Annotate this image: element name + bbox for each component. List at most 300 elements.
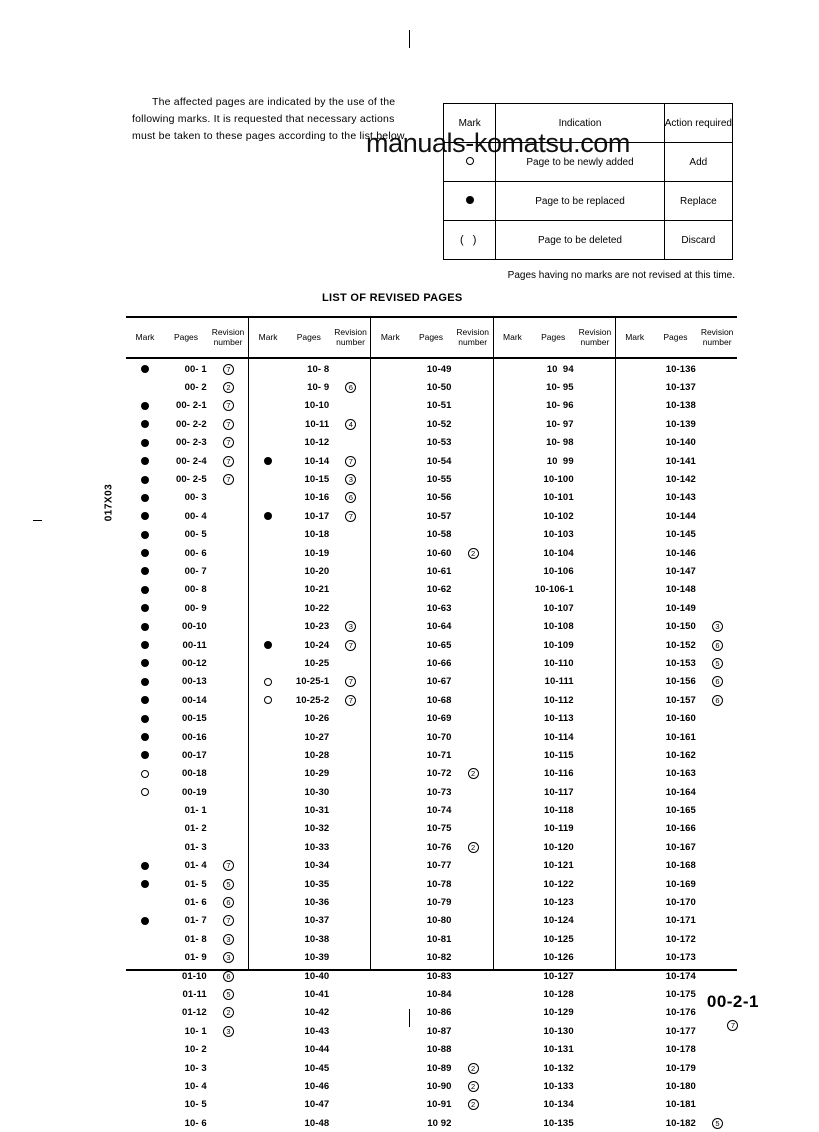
open-circle-icon	[264, 678, 272, 686]
column-header-pages: Pages	[296, 331, 321, 342]
row-page-number: 01- 3	[184, 841, 207, 853]
column-rows	[371, 360, 492, 1132]
row-page-number: 10-100	[543, 474, 574, 486]
table-row	[371, 820, 492, 838]
row-revision-number	[331, 621, 370, 632]
table-row	[249, 452, 370, 470]
row-page-number: 10-16	[304, 492, 330, 504]
revision-circle: 7	[223, 860, 234, 871]
table-row	[494, 581, 615, 599]
table-row	[616, 1114, 737, 1132]
row-page-number: 00- 2-2	[175, 418, 207, 430]
row-page-number: 10-119	[544, 823, 574, 835]
row-page-number: 10-147	[665, 565, 696, 577]
table-row	[616, 1040, 737, 1058]
revision-circle: 5	[223, 879, 234, 890]
table-row	[249, 893, 370, 911]
row-page-number: 10-107	[543, 602, 574, 614]
legend-header-row	[444, 104, 733, 143]
table-row	[371, 857, 492, 875]
row-page-number: 00-19	[181, 786, 207, 798]
row-page-number: 00-18	[181, 768, 207, 780]
table-row	[616, 599, 737, 617]
row-page-number: 10 92	[427, 1117, 452, 1129]
table-row	[249, 1059, 370, 1077]
table-row	[126, 1040, 248, 1058]
row-page-number: 10-111	[544, 676, 574, 688]
table-row	[494, 507, 615, 525]
row-page-number: 10-44	[304, 1044, 330, 1056]
row-page-number: 10-118	[544, 805, 574, 817]
filled-circle-icon	[141, 715, 149, 723]
table-row	[371, 912, 492, 930]
row-page-number: 10-38	[304, 933, 330, 945]
row-page-number: 10-115	[544, 749, 574, 761]
table-row	[249, 691, 370, 709]
table-row	[249, 857, 370, 875]
open-circle-icon	[466, 157, 474, 165]
row-page-number: 10-12	[304, 437, 330, 449]
row-mark	[249, 512, 286, 520]
legend-mark-cell	[444, 221, 496, 260]
page-title: LIST OF REVISED PAGES	[322, 292, 463, 304]
row-page-number: 10-37	[304, 915, 330, 927]
row-page-number: 00-10	[181, 621, 207, 633]
row-page-number: 10-60	[426, 547, 452, 559]
filled-circle-icon	[141, 604, 149, 612]
table-row	[249, 636, 370, 654]
table-row	[249, 544, 370, 562]
row-page-number: 00-15	[181, 713, 207, 725]
row-page-number: 10-165	[665, 805, 696, 817]
row-page-number: 10-48	[304, 1117, 330, 1129]
table-row	[494, 526, 615, 544]
table-row	[249, 507, 370, 525]
row-page-number: 00- 2-1	[175, 400, 207, 412]
row-page-number: 10-57	[426, 510, 452, 522]
table-row	[616, 1059, 737, 1077]
table-row	[494, 912, 615, 930]
filled-circle-icon	[141, 917, 149, 925]
row-mark	[126, 476, 163, 484]
table-row	[371, 544, 492, 562]
column-rows	[249, 360, 370, 1132]
table-row	[371, 470, 492, 488]
table-row	[249, 765, 370, 783]
row-page-number: 10-53	[426, 437, 452, 449]
table-row	[126, 875, 248, 893]
row-page-number: 00- 4	[184, 510, 207, 522]
row-page-number: 10-22	[304, 602, 330, 614]
row-page-number: 10-25	[304, 657, 330, 669]
row-revision-number	[454, 1099, 493, 1110]
row-page-number: 10-145	[665, 529, 696, 541]
table-row	[494, 673, 615, 691]
row-page-number: 10-132	[543, 1062, 574, 1074]
revision-circle: 6	[712, 640, 723, 651]
table-row	[616, 415, 737, 433]
legend-indication-cell: Page to be newly added	[496, 143, 664, 182]
row-page-number: 10-162	[665, 749, 696, 761]
revision-circle: 3	[345, 621, 356, 632]
row-page-number: 10-40	[304, 970, 330, 982]
table-row	[616, 691, 737, 709]
column-header	[371, 316, 492, 357]
column-header-revision: Revision number	[211, 326, 245, 347]
table-row	[126, 562, 248, 580]
row-page-number: 10-65	[426, 639, 452, 651]
table-row	[126, 452, 248, 470]
row-page-number: 10-33	[304, 841, 330, 853]
row-page-number: 10-181	[665, 1099, 696, 1111]
row-page-number: 00- 1	[184, 363, 207, 375]
row-page-number: 10-170	[665, 897, 696, 909]
table-row	[494, 489, 615, 507]
table-row	[249, 599, 370, 617]
row-page-number: 10- 98	[546, 437, 574, 449]
row-page-number: 10-182	[665, 1117, 696, 1129]
row-page-number: 00- 2-3	[175, 437, 207, 449]
row-page-number: 10-110	[544, 657, 574, 669]
column-rows	[494, 360, 615, 1132]
row-page-number: 01- 2	[184, 823, 207, 835]
row-page-number: 10-109	[543, 639, 574, 651]
row-page-number: 10-25-1	[295, 676, 330, 688]
row-page-number: 10-117	[544, 786, 574, 798]
revision-circle: 3	[223, 952, 234, 963]
row-page-number: 10-54	[426, 455, 452, 467]
row-page-number: 10-152	[665, 639, 696, 651]
legend-indication-cell: Page to be deleted	[496, 221, 664, 260]
filled-circle-icon	[141, 751, 149, 759]
row-page-number: 10-34	[304, 860, 330, 872]
legend-row-discard	[444, 221, 733, 260]
table-row	[371, 507, 492, 525]
column-header-revision: Revision number	[456, 326, 490, 347]
row-revision-number	[209, 879, 248, 890]
filled-circle-icon	[141, 494, 149, 502]
table-row	[494, 1059, 615, 1077]
row-page-number: 10-167	[665, 841, 696, 853]
row-page-number: 10-179	[665, 1062, 696, 1074]
row-page-number: 10-26	[304, 713, 330, 725]
table-row	[371, 452, 492, 470]
row-page-number: 10 99	[546, 455, 574, 467]
table-row	[126, 673, 248, 691]
revision-circle: 5	[712, 658, 723, 669]
table-row	[494, 820, 615, 838]
row-page-number: 10-171	[665, 915, 696, 927]
row-page-number: 10-156	[665, 676, 696, 688]
row-revision-number	[209, 952, 248, 963]
row-page-number: 10-113	[544, 713, 574, 725]
revision-circle: 7	[223, 419, 234, 430]
table-row	[249, 985, 370, 1003]
row-page-number: 00- 8	[184, 584, 207, 596]
row-revision-number	[698, 621, 737, 632]
row-page-number: 10-46	[304, 1080, 330, 1092]
row-page-number: 10-128	[543, 988, 574, 1000]
row-page-number: 10-146	[665, 547, 696, 559]
row-mark	[126, 659, 163, 667]
row-page-number: 10-63	[426, 602, 452, 614]
table-row	[371, 1114, 492, 1132]
row-page-number: 10-177	[665, 1025, 696, 1037]
row-page-number: 10-130	[543, 1025, 574, 1037]
row-page-number: 10-91	[426, 1099, 452, 1111]
filled-circle-icon	[141, 696, 149, 704]
table-row	[126, 415, 248, 433]
tick-mark-left	[33, 520, 42, 521]
table-row	[126, 507, 248, 525]
table-row	[249, 360, 370, 378]
table-row	[249, 617, 370, 635]
filled-circle-icon	[264, 512, 272, 520]
row-page-number: 10-56	[426, 492, 452, 504]
row-mark	[249, 696, 286, 704]
row-mark	[126, 494, 163, 502]
table-row	[616, 838, 737, 856]
row-page-number: 10-62	[426, 584, 452, 596]
row-page-number: 10-42	[304, 1007, 330, 1019]
table-row	[494, 360, 615, 378]
table-row	[126, 378, 248, 396]
table-row	[126, 838, 248, 856]
table-row	[494, 765, 615, 783]
row-revision-number	[454, 548, 493, 559]
row-revision-number	[331, 695, 370, 706]
row-page-number: 10-74	[426, 805, 452, 817]
revision-circle: 7	[223, 915, 234, 926]
table-row	[126, 967, 248, 985]
table-row	[249, 783, 370, 801]
table-row	[494, 1040, 615, 1058]
filled-circle-icon	[141, 733, 149, 741]
table-row	[126, 1114, 248, 1132]
row-revision-number	[698, 640, 737, 651]
table-row	[126, 985, 248, 1003]
row-page-number: 10-144	[665, 510, 696, 522]
revision-circle: 2	[468, 548, 479, 559]
row-page-number: 10-77	[426, 860, 452, 872]
row-page-number: 10-11	[305, 418, 330, 430]
open-circle-icon	[141, 788, 149, 796]
row-page-number: 01- 5	[184, 878, 207, 890]
row-page-number: 00-17	[181, 749, 207, 761]
table-row	[494, 562, 615, 580]
row-revision-number	[454, 1081, 493, 1092]
row-revision-number	[454, 768, 493, 779]
row-page-number: 00- 2-4	[175, 455, 207, 467]
row-page-number: 00- 2-5	[175, 474, 207, 486]
row-page-number: 10-127	[543, 970, 574, 982]
row-mark	[249, 457, 286, 465]
table-row	[249, 397, 370, 415]
row-revision-number	[209, 1007, 248, 1018]
row-revision-number	[209, 989, 248, 1000]
legend-mark-cell	[444, 143, 496, 182]
table-row	[371, 1096, 492, 1114]
table-row	[494, 654, 615, 672]
filled-circle-icon	[141, 531, 149, 539]
table-row	[616, 544, 737, 562]
row-revision-number	[209, 437, 248, 448]
filled-circle-icon	[264, 457, 272, 465]
column-header-mark: Mark	[258, 331, 278, 342]
table-row	[494, 691, 615, 709]
row-page-number: 01- 9	[184, 952, 207, 964]
row-page-number: 10-71	[426, 749, 452, 761]
row-page-number: 10- 5	[184, 1099, 207, 1111]
row-revision-number	[209, 364, 248, 375]
table-row	[371, 967, 492, 985]
table-row	[616, 636, 737, 654]
column-header-revision: Revision number	[334, 326, 367, 347]
row-revision-number	[454, 1063, 493, 1074]
intro-line: The affected pages are indicated by the use of the	[152, 96, 396, 108]
row-page-number: 00-11	[182, 639, 207, 651]
table-row	[616, 857, 737, 875]
filled-circle-icon	[141, 365, 149, 373]
table-row	[616, 1077, 737, 1095]
filled-circle-icon	[141, 457, 149, 465]
watermark: manuals-komatsu.com	[366, 128, 630, 158]
row-page-number: 10-148	[665, 584, 696, 596]
row-page-number: 10-157	[665, 694, 696, 706]
row-page-number: 10-150	[665, 621, 696, 633]
table-row	[494, 875, 615, 893]
table-row	[371, 1059, 492, 1077]
table-row	[616, 1096, 737, 1114]
row-page-number: 00-13	[181, 676, 207, 688]
row-page-number: 01- 8	[184, 933, 207, 945]
row-page-number: 10-172	[665, 933, 696, 945]
row-page-number: 10- 96	[546, 400, 574, 412]
row-page-number: 10-139	[665, 418, 696, 430]
row-page-number: 10-30	[304, 786, 330, 798]
column-header-pages: Pages	[173, 331, 199, 342]
table-row	[616, 452, 737, 470]
row-page-number: 10-21	[304, 584, 330, 596]
row-mark	[126, 751, 163, 759]
table-row	[616, 783, 737, 801]
row-page-number: 10-79	[426, 897, 452, 909]
table-row	[371, 378, 492, 396]
table-row	[371, 875, 492, 893]
table-row	[616, 617, 737, 635]
table-row	[371, 415, 492, 433]
filled-circle-icon	[141, 476, 149, 484]
table-row	[126, 360, 248, 378]
column-header-pages: Pages	[663, 331, 688, 342]
row-revision-number	[209, 860, 248, 871]
row-mark	[126, 880, 163, 888]
row-page-number: 10-49	[426, 363, 452, 375]
table-row	[494, 1004, 615, 1022]
row-revision-number	[209, 897, 248, 908]
row-page-number: 10-102	[543, 510, 574, 522]
table-row	[616, 673, 737, 691]
table-row	[249, 434, 370, 452]
row-page-number: 10-88	[426, 1044, 452, 1056]
table-row	[494, 893, 615, 911]
table-row	[616, 912, 737, 930]
row-revision-number	[331, 474, 370, 485]
legend-mark-cell	[444, 182, 496, 221]
table-row	[371, 599, 492, 617]
row-page-number: 10-43	[304, 1025, 330, 1037]
row-page-number: 10-51	[426, 400, 452, 412]
row-revision-number	[209, 1026, 248, 1037]
row-page-number: 10-178	[665, 1044, 696, 1056]
table-row	[371, 691, 492, 709]
table-row	[126, 949, 248, 967]
row-mark	[126, 715, 163, 723]
table-row	[249, 415, 370, 433]
row-page-number: 10-31	[304, 805, 330, 817]
row-page-number: 10-70	[426, 731, 452, 743]
row-page-number: 10-129	[543, 1007, 574, 1019]
row-page-number: 10-73	[426, 786, 452, 798]
row-page-number: 10-136	[665, 363, 696, 375]
table-row	[616, 765, 737, 783]
row-revision-number	[698, 676, 737, 687]
row-page-number: 00- 9	[184, 602, 207, 614]
row-page-number: 10-112	[544, 694, 574, 706]
table-row	[126, 930, 248, 948]
crop-mark-top	[409, 30, 410, 48]
row-page-number: 01- 4	[184, 860, 207, 872]
row-page-number: 00- 5	[184, 529, 207, 541]
table-row	[126, 1077, 248, 1095]
row-page-number: 10-168	[665, 860, 696, 872]
column-header-pages: Pages	[541, 331, 566, 342]
legend-row-add	[444, 143, 733, 182]
revision-circle: 7	[223, 400, 234, 411]
revision-circle: 2	[223, 1007, 234, 1018]
row-page-number: 10-180	[665, 1080, 696, 1092]
row-page-number: 10- 2	[184, 1044, 207, 1056]
table-row	[126, 489, 248, 507]
table-row	[249, 378, 370, 396]
revision-circle: 3	[223, 934, 234, 945]
revision-circle: 7	[345, 676, 356, 687]
row-mark	[126, 567, 163, 575]
row-page-number: 10-104	[543, 547, 574, 559]
table-row	[371, 636, 492, 654]
row-revision-number	[331, 419, 370, 430]
pages-column-2	[248, 316, 370, 1129]
table-row	[249, 912, 370, 930]
row-page-number: 01-10	[181, 970, 207, 982]
table-row	[371, 765, 492, 783]
table-row	[616, 397, 737, 415]
table-row	[371, 949, 492, 967]
table-row	[126, 765, 248, 783]
revision-circle: 2	[468, 768, 479, 779]
table-row	[494, 378, 615, 396]
row-mark	[126, 678, 163, 686]
open-circle-icon	[264, 696, 272, 704]
table-row	[371, 397, 492, 415]
table-row	[249, 1004, 370, 1022]
table-row	[616, 489, 737, 507]
table-row	[126, 691, 248, 709]
column-header-mark: Mark	[380, 331, 400, 342]
legend-action-cell: Discard	[664, 221, 732, 260]
table-row	[616, 709, 737, 727]
revision-circle: 7	[223, 437, 234, 448]
